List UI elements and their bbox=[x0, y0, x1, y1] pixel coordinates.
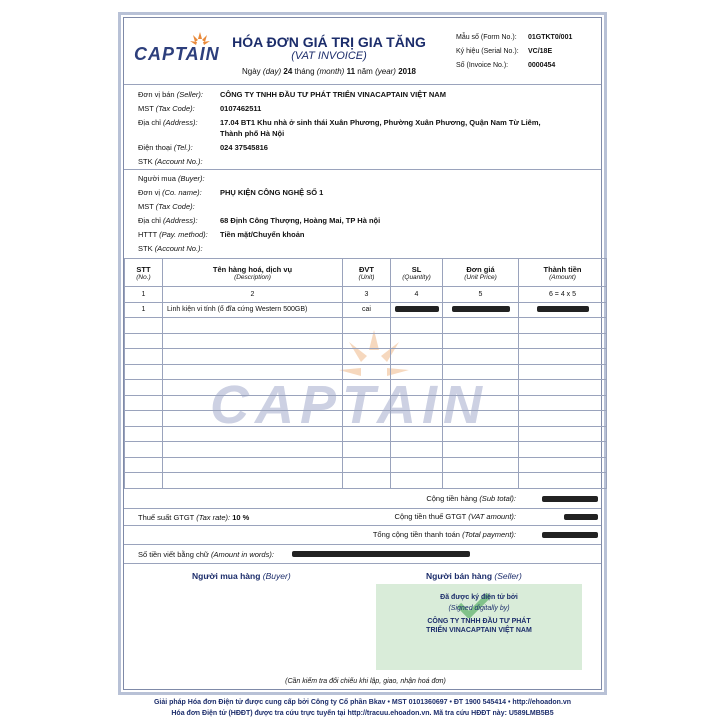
logo-text: CAPTAIN bbox=[134, 44, 220, 64]
table-row-empty bbox=[125, 318, 607, 334]
redacted-vat bbox=[564, 514, 598, 520]
invoice-date: Ngày (day) 24 tháng (month) 11 năm (year) 2018 bbox=[241, 67, 416, 76]
table-row-empty bbox=[125, 442, 607, 458]
seller-name-row: Đơn vị bán (Seller): CÔNG TY TNHH ĐẦU TƯ PHÁT TRIỂN VINACAPTAIN VIỆT NAM bbox=[138, 90, 446, 99]
invoice-frame bbox=[123, 17, 602, 690]
buyer-account-row: STK (Account No.): bbox=[138, 244, 203, 253]
footer-lookup-line: Hóa đơn Điện tử (HĐĐT) được tra cứu trực tuyến tại http://tracuu.ehoadon.vn. Mã tra cứu HĐĐT này: U589LMB5B5 bbox=[171, 710, 554, 717]
tax-rate-row: Thuế suất GTGT (Tax rate): 10 % bbox=[138, 513, 250, 522]
col-header: STT (No.) bbox=[125, 259, 163, 287]
captain-logo bbox=[134, 44, 220, 65]
seller-signature-label: Người bán hàng (Seller) bbox=[426, 571, 522, 581]
divider bbox=[124, 563, 601, 564]
invoice-title: HÓA ĐƠN GIÁ TRỊ GIA TĂNG bbox=[232, 34, 426, 50]
redacted-unit-price bbox=[452, 306, 510, 312]
seller-tax-row: MST (Tax Code): 0107462511 bbox=[138, 104, 262, 113]
total-payment-label: Tổng cộng tiền thanh toán (Total payment): bbox=[372, 530, 516, 539]
table-row-empty bbox=[125, 333, 607, 349]
table-header-row bbox=[125, 259, 607, 287]
seller-account-row: STK (Account No.): bbox=[138, 157, 203, 166]
table-row: 1 Linh kiện vi tính (ổ đĩa cứng Western 500GB) cai bbox=[125, 302, 607, 318]
redacted-amount bbox=[537, 306, 589, 312]
invoice-subtitle: (VAT INVOICE) bbox=[291, 50, 367, 62]
redacted-total bbox=[542, 532, 598, 538]
divider bbox=[124, 544, 601, 545]
table-row-empty bbox=[125, 411, 607, 427]
table-row-empty bbox=[125, 395, 607, 411]
table-row-empty bbox=[125, 426, 607, 442]
table-row-empty bbox=[125, 457, 607, 473]
buyer-address-row: Địa chỉ (Address): 68 Định Công Thượng, Hoàng Mai, TP Hà nội bbox=[138, 216, 381, 225]
seller-tel-row: Điện thoại (Tel.): 024 37545816 bbox=[138, 143, 268, 152]
redacted-amount-words bbox=[292, 551, 470, 557]
meta-serial-no: Ký hiệu (Serial No.): VC/18E bbox=[456, 48, 553, 55]
buyer-signature-label: Người mua hàng (Buyer) bbox=[192, 571, 291, 581]
redacted-quantity bbox=[395, 306, 439, 312]
buyer-payment-row: HTTT (Pay. method): Tiền mặt/Chuyển khoản bbox=[138, 230, 305, 239]
digital-signature-box: Đã được ký điện tử bởi (Signed digitally by) CÔNG TY TNHH ĐẦU TƯ PHÁT TRIỂN VINACAPTAIN VIỆT NAM bbox=[376, 584, 582, 670]
subtotal-label: Cộng tiền hàng (Sub total): bbox=[426, 494, 516, 503]
footer-provider-line: Giải pháp Hóa đơn Điện tử được cung cấp bởi Công ty Cổ phần Bkav • MST 0101360697 • ĐT 1900 545414 • http://ehoadon.vn bbox=[153, 699, 572, 706]
watermark-logo: CAPTAIN bbox=[210, 375, 488, 435]
items-table bbox=[124, 258, 607, 489]
invoice-page bbox=[118, 12, 607, 695]
logo-sun-icon bbox=[170, 30, 230, 50]
col-header: Tên hàng hoá, dịch vụ (Description) bbox=[163, 259, 343, 287]
amount-in-words-row: Số tiền viết bằng chữ (Amount in words): bbox=[138, 550, 274, 559]
buyer-company-row: Đơn vị (Co. name): PHỤ KIỆN CÔNG NGHỆ SỐ 1 bbox=[138, 188, 324, 197]
meta-form-no: Mẫu số (Form No.): 01GTKT0/001 bbox=[456, 34, 573, 41]
table-row-empty bbox=[125, 380, 607, 396]
table-row-empty bbox=[125, 473, 607, 489]
vat-amount-label: Cộng tiền thuế GTGT (VAT amount): bbox=[394, 512, 516, 521]
col-header: Thành tiền (Amount) bbox=[519, 259, 607, 287]
buyer-row: Người mua (Buyer): bbox=[138, 174, 205, 183]
divider bbox=[124, 169, 601, 170]
meta-invoice-no: Số (Invoice No.): 0000454 bbox=[456, 62, 556, 69]
divider bbox=[124, 84, 601, 85]
col-header: ĐVT (Unit) bbox=[343, 259, 391, 287]
table-index-row: 1 2 3 4 5 6 = 4 x 5 bbox=[125, 287, 607, 303]
table-row-empty bbox=[125, 349, 607, 365]
divider bbox=[124, 508, 601, 509]
seller-address-row: Địa chỉ (Address): 17.04 BT1 Khu nhà ở sinh thái Xuân Phương, Phường Xuân Phương, Quận Nam Từ Liêm, Thành phố Hà Nội bbox=[138, 118, 541, 138]
table-row-empty bbox=[125, 364, 607, 380]
buyer-tax-row: MST (Tax Code): bbox=[138, 202, 195, 211]
col-header: SL (Quantity) bbox=[391, 259, 443, 287]
col-header: Đơn giá (Unit Price) bbox=[443, 259, 519, 287]
divider bbox=[124, 525, 601, 526]
redacted-subtotal bbox=[542, 496, 598, 502]
footer-note: (Cần kiểm tra đối chiếu khi lập, giao, nhận hoá đơn) bbox=[285, 678, 446, 685]
